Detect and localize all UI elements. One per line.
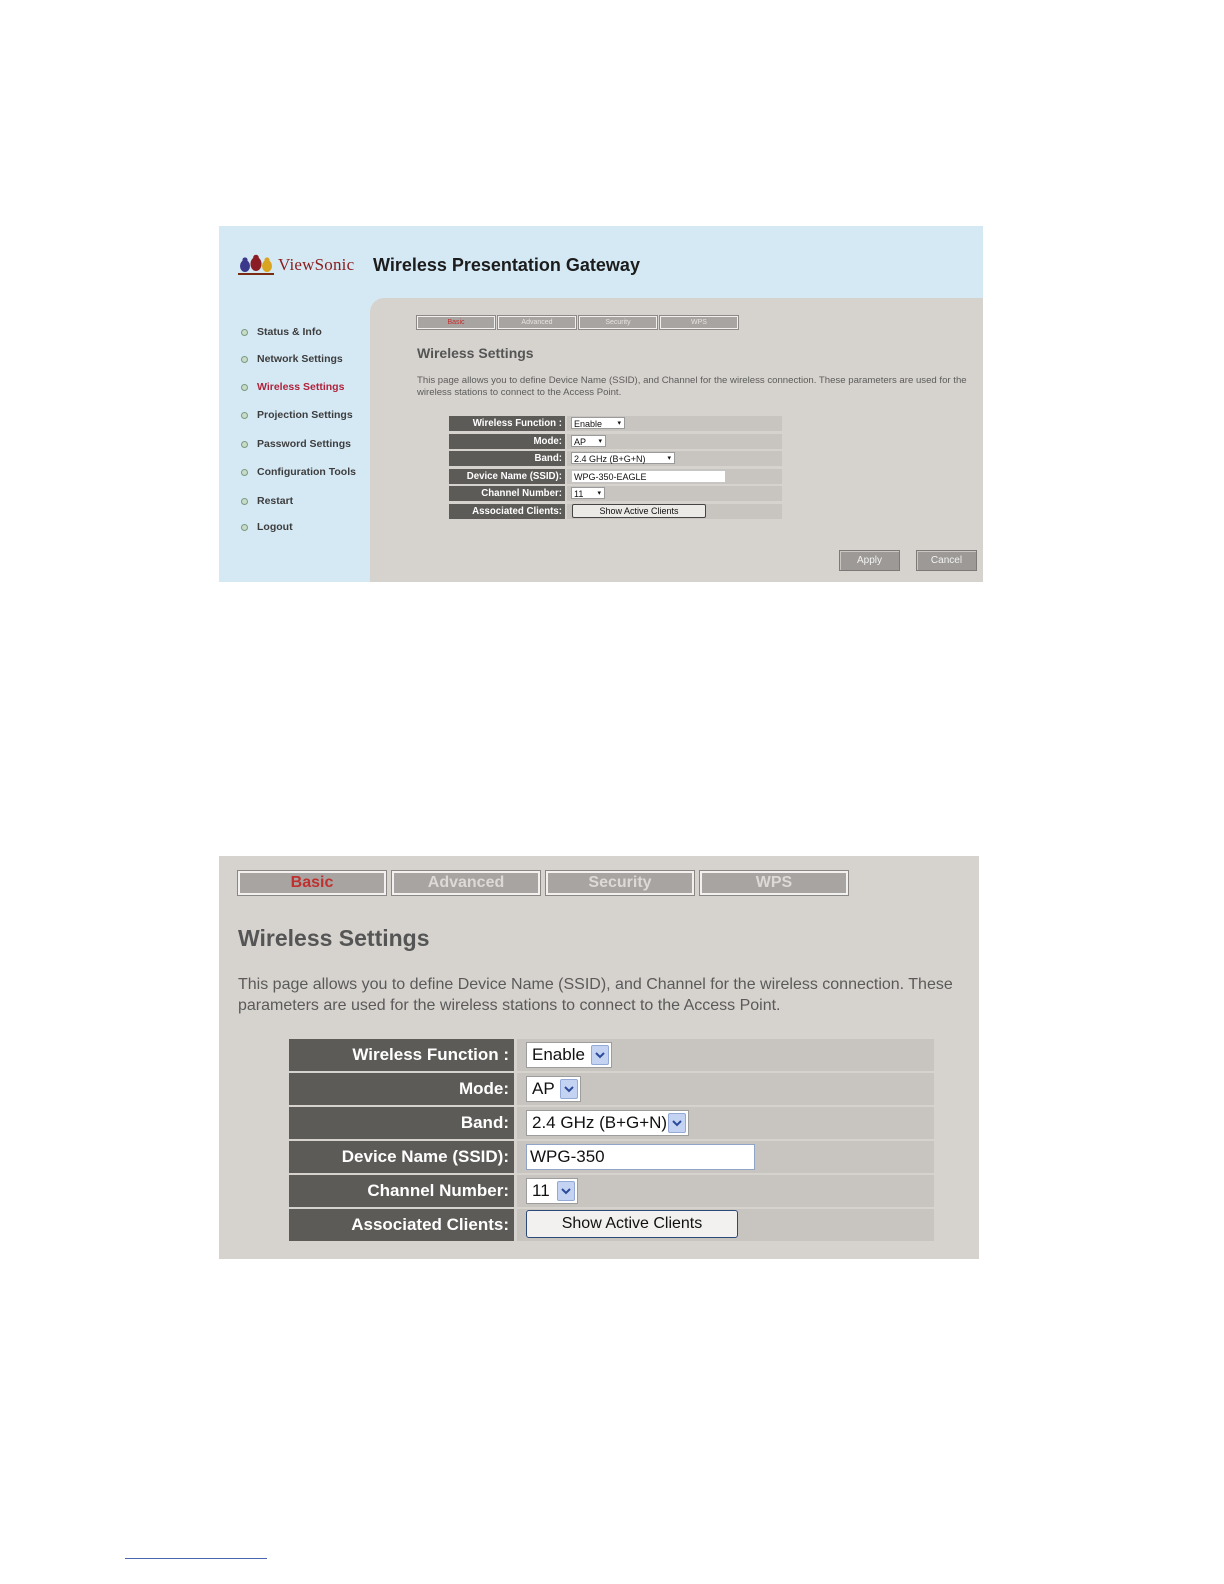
form-row-channel <box>449 486 782 501</box>
page-description <box>238 975 968 1016</box>
sidebar-item-label: Wireless Settings <box>257 381 345 393</box>
wireless-settings-form <box>449 416 782 521</box>
band-select[interactable] <box>571 452 675 464</box>
sidebar-item-configuration-tools[interactable] <box>241 464 356 480</box>
select-value: 2.4 GHz (B+G+N) <box>532 1113 668 1132</box>
sidebar-item-network-settings[interactable] <box>241 351 343 367</box>
sidebar-item-wireless-settings[interactable] <box>241 379 344 395</box>
tab-wps[interactable]: WPS <box>660 316 738 329</box>
band-select[interactable] <box>526 1110 689 1136</box>
bullet-icon <box>241 356 248 363</box>
birds-logo-icon <box>236 254 276 276</box>
form-row-mode <box>289 1073 934 1105</box>
ssid-input[interactable]: WPG-350 <box>526 1144 755 1170</box>
sidebar-item-status-info[interactable] <box>241 324 322 340</box>
show-active-clients-button[interactable]: Show Active Clients <box>526 1210 738 1238</box>
dropdown-arrow-icon <box>668 1113 686 1133</box>
app-title: Wireless Presentation Gateway <box>373 255 640 275</box>
form-row-wireless-function <box>449 416 782 431</box>
sidebar-item-label: Status & Info <box>257 326 322 338</box>
dropdown-arrow-icon: ▾ <box>597 490 601 497</box>
form-row-band <box>449 451 782 466</box>
select-value: AP <box>532 1079 555 1098</box>
dropdown-arrow-icon <box>557 1181 575 1201</box>
form-row-band <box>289 1107 934 1139</box>
tab-advanced[interactable]: Advanced <box>392 871 540 895</box>
field-value-cell <box>517 1175 934 1207</box>
select-value: 2.4 GHz (B+G+N) <box>574 454 646 464</box>
wireless-function-select[interactable] <box>526 1042 612 1068</box>
tab-basic[interactable]: Basic <box>417 316 495 329</box>
form-row-device-name <box>289 1141 934 1173</box>
dropdown-arrow-icon <box>591 1045 609 1065</box>
sidebar-item-label: Projection Settings <box>257 409 353 421</box>
dropdown-arrow-icon <box>560 1079 578 1099</box>
form-row-channel <box>289 1175 934 1207</box>
select-value: 11 <box>532 1181 550 1200</box>
field-label: Band: <box>449 451 565 466</box>
sidebar-item-label: Logout <box>257 521 293 533</box>
description-line: parameters are used for the wireless stations to connect to the Access Point. <box>238 996 781 1014</box>
field-label: Mode: <box>449 434 565 449</box>
bullet-icon <box>241 498 248 505</box>
field-value-cell <box>567 469 782 484</box>
brand-name: ViewSonic <box>278 255 355 274</box>
field-value-cell <box>517 1209 934 1241</box>
field-value-cell <box>567 416 782 431</box>
bullet-icon <box>241 412 248 419</box>
tab-bar <box>417 316 741 329</box>
sidebar-item-logout[interactable] <box>241 519 293 535</box>
tab-basic[interactable]: Basic <box>238 871 386 895</box>
dropdown-arrow-icon: ▾ <box>598 437 602 445</box>
ssid-input[interactable]: WPG-350-EAGLE <box>571 470 726 483</box>
wireless-settings-detail-screenshot <box>219 856 979 1259</box>
select-value: AP <box>574 436 587 447</box>
field-label: Wireless Function : <box>289 1039 514 1071</box>
sidebar <box>219 300 369 582</box>
content-panel <box>370 298 983 582</box>
tab-advanced[interactable]: Advanced <box>498 316 576 329</box>
channel-select[interactable] <box>571 487 605 499</box>
viewsonic-logo <box>236 253 354 277</box>
wireless-function-select[interactable] <box>571 417 625 429</box>
show-active-clients-button[interactable]: Show Active Clients <box>572 504 706 518</box>
cancel-button[interactable]: Cancel <box>916 550 977 571</box>
select-value: Enable <box>574 419 603 429</box>
tab-bar <box>238 871 854 895</box>
page-header <box>219 226 983 300</box>
field-value-cell <box>517 1107 934 1139</box>
mode-select[interactable] <box>571 435 606 447</box>
field-value-cell <box>567 434 782 449</box>
form-row-mode <box>449 434 782 449</box>
dropdown-arrow-icon: ▾ <box>617 420 621 427</box>
field-label: Channel Number: <box>289 1175 514 1207</box>
field-value-cell <box>567 504 782 519</box>
sidebar-item-label: Network Settings <box>257 353 343 365</box>
mode-select[interactable] <box>526 1076 581 1102</box>
select-value: Enable <box>532 1045 585 1064</box>
bullet-icon <box>241 524 248 531</box>
bullet-icon <box>241 329 248 336</box>
tab-wps[interactable]: WPS <box>700 871 848 895</box>
sidebar-item-restart[interactable] <box>241 493 293 509</box>
field-label: Device Name (SSID): <box>289 1141 514 1173</box>
form-row-wireless-function <box>289 1039 934 1071</box>
field-label: Device Name (SSID): <box>449 469 565 484</box>
bullet-icon <box>241 469 248 476</box>
field-label: Wireless Function : <box>449 416 565 431</box>
bullet-icon <box>241 384 248 391</box>
page-title: Wireless Settings <box>238 925 430 951</box>
select-value: 11 <box>574 489 584 499</box>
wireless-settings-form <box>289 1039 934 1243</box>
sidebar-item-label: Restart <box>257 495 294 507</box>
tab-security[interactable]: Security <box>579 316 657 329</box>
form-row-associated-clients <box>289 1209 934 1241</box>
field-value-cell <box>517 1073 934 1105</box>
field-value-cell <box>567 451 782 466</box>
bullet-icon <box>241 441 248 448</box>
footnote-divider <box>125 1558 267 1559</box>
field-value-cell <box>517 1141 934 1173</box>
field-label: Associated Clients: <box>449 504 565 519</box>
field-value-cell <box>567 486 782 501</box>
page-title: Wireless Settings <box>417 345 534 361</box>
form-row-device-name <box>449 469 782 484</box>
admin-page-screenshot <box>219 226 983 582</box>
form-row-associated-clients <box>449 504 782 519</box>
apply-button[interactable]: Apply <box>839 550 900 571</box>
field-label: Associated Clients: <box>289 1209 514 1241</box>
field-label: Channel Number: <box>449 486 565 501</box>
channel-select[interactable] <box>526 1178 578 1204</box>
field-label: Band: <box>289 1107 514 1139</box>
sidebar-item-label: Password Settings <box>257 438 351 450</box>
description-line: This page allows you to define Device Name (SSID), and Channel for the wireless connection. These <box>238 976 953 993</box>
sidebar-item-password-settings[interactable] <box>241 436 351 452</box>
field-value-cell <box>517 1039 934 1071</box>
dropdown-arrow-icon: ▾ <box>667 455 671 462</box>
page-description: This page allows you to define Device Name (SSID), and Channel for the wireless connection. These parameters are used for the wireless stations to connect to the Access Point. <box>417 375 967 398</box>
tab-security[interactable]: Security <box>546 871 694 895</box>
field-label: Mode: <box>289 1073 514 1105</box>
sidebar-item-projection-settings[interactable] <box>241 407 353 423</box>
sidebar-item-label: Configuration Tools <box>257 466 356 478</box>
